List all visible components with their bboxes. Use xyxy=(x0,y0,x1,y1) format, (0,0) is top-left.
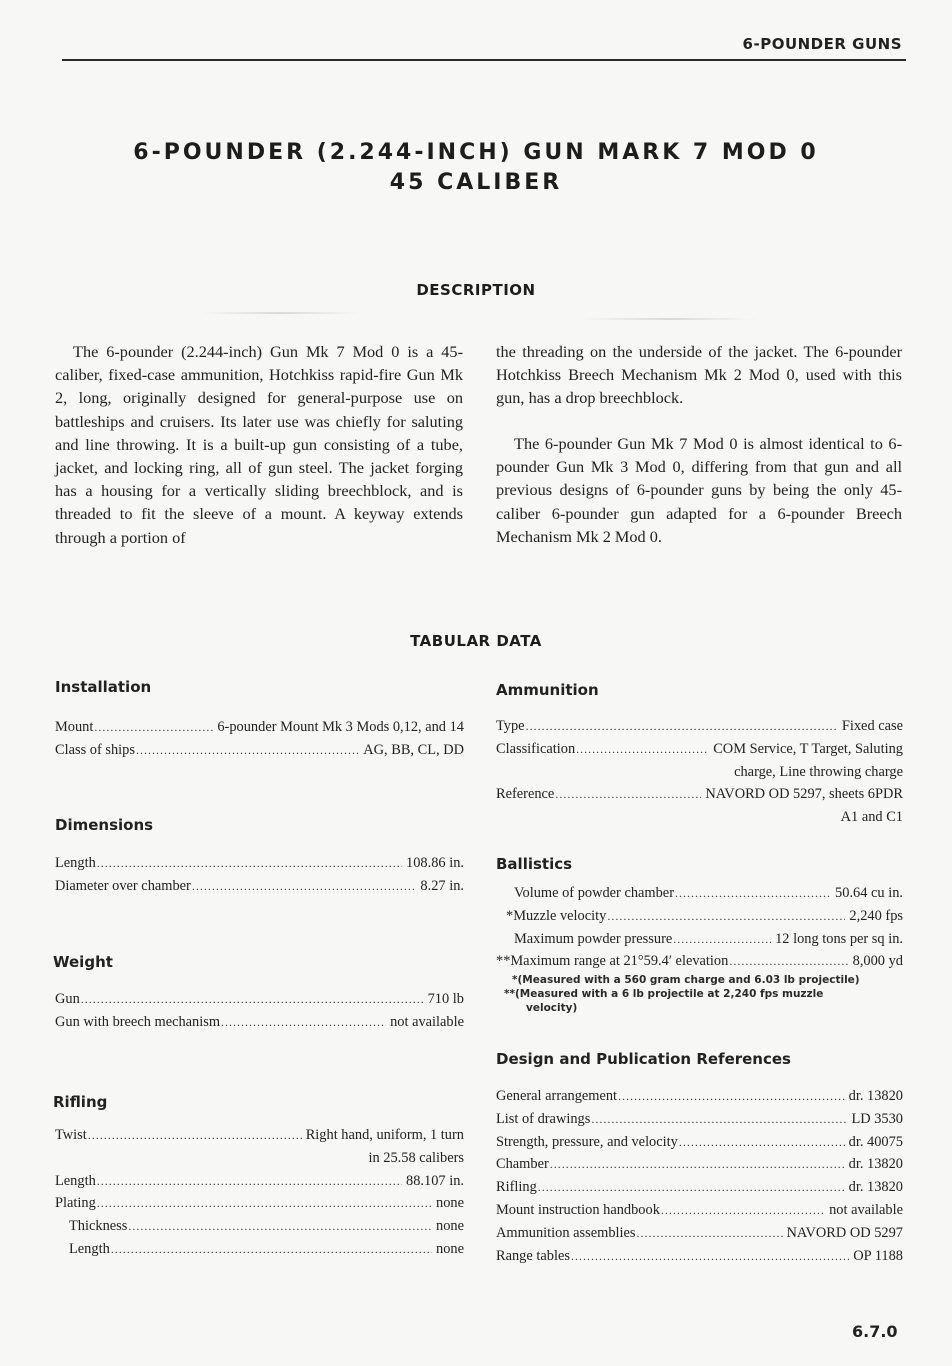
title-line-1: 6-POUNDER (2.244-INCH) GUN MARK 7 MOD 0 xyxy=(133,140,819,165)
leader-dots xyxy=(97,852,402,875)
row-value: none xyxy=(436,1240,464,1257)
table-row xyxy=(496,1085,903,1108)
leader-dots xyxy=(97,1192,432,1215)
row-value-continuation: charge, Line throwing charge xyxy=(734,763,903,780)
leader-dots xyxy=(637,1222,783,1245)
row-value: 12 long tons per sq in. xyxy=(775,930,903,947)
leader-dots xyxy=(550,1153,845,1176)
page-number: 6.7.0 xyxy=(852,1322,898,1341)
weight-table xyxy=(55,988,464,1034)
leader-dots xyxy=(571,1245,849,1268)
table-row xyxy=(55,1011,464,1034)
footnote: velocity) xyxy=(526,1002,578,1015)
table-row xyxy=(496,1108,903,1131)
leader-dots xyxy=(591,1108,847,1131)
table-row xyxy=(55,1124,464,1147)
row-value: 50.64 cu in. xyxy=(835,885,903,901)
leader-dots xyxy=(555,783,701,806)
row-value: dr. 13820 xyxy=(848,1179,903,1196)
row-label: Twist xyxy=(55,1127,87,1143)
leader-dots xyxy=(88,1124,302,1147)
row-value: 8.27 in. xyxy=(420,877,464,894)
row-label: Mount instruction handbook xyxy=(496,1201,660,1218)
row-value: OP 1188 xyxy=(853,1247,903,1264)
leader-dots xyxy=(607,905,845,928)
dimensions-heading: Dimensions xyxy=(55,816,154,834)
leader-dots xyxy=(526,715,838,738)
row-value: not available xyxy=(390,1013,464,1030)
row-label: Range tables xyxy=(496,1247,570,1264)
row-label: *Muzzle velocity xyxy=(506,907,607,924)
row-label: **Maximum range at 21°59.4′ elevation xyxy=(496,953,729,970)
table-row xyxy=(496,1131,903,1154)
page-title xyxy=(0,138,952,198)
footnote: *(Measured with a 560 gram charge and 6.03 lb projectile) xyxy=(512,974,860,987)
table-row xyxy=(496,783,903,806)
row-label: Chamber xyxy=(496,1156,549,1173)
rifling-heading: Rifling xyxy=(53,1093,108,1111)
row-label: List of drawings xyxy=(496,1110,591,1127)
row-label: General arrangement xyxy=(496,1088,618,1104)
row-value: 108.86 in. xyxy=(406,855,464,871)
leader-dots xyxy=(81,988,424,1011)
row-label: Rifling xyxy=(496,1179,537,1196)
row-label: Type xyxy=(496,718,525,734)
table-row xyxy=(496,1222,903,1245)
leader-dots xyxy=(675,882,831,905)
leader-dots xyxy=(97,1170,402,1193)
row-label: Classification xyxy=(496,740,576,757)
scan-smudge xyxy=(580,318,760,320)
scan-smudge xyxy=(200,312,360,314)
description-paragraph-right-2: The 6-pounder Gun Mk 7 Mod 0 is almost identical to 6-pounder Gun Mk 3 Mod 0, differing from that gun and all previous designs of 6-pounder guns by being the only 45-caliber 6-pounder gun adapted for a 6-pounder Breech Mechanism Mk 2 Mod 0. xyxy=(496,434,902,546)
row-label: Length xyxy=(69,1240,110,1257)
row-label: Diameter over chamber xyxy=(55,877,191,894)
table-row xyxy=(55,852,464,875)
row-value: 88.107 in. xyxy=(406,1172,464,1189)
table-row xyxy=(55,1215,464,1238)
table-row xyxy=(55,716,464,739)
table-row xyxy=(496,1153,903,1176)
row-value-continuation: in 25.58 calibers xyxy=(368,1149,464,1166)
leader-dots xyxy=(128,1215,432,1238)
row-value: COM Service, T Target, Saluting xyxy=(713,740,903,757)
table-row xyxy=(496,1199,903,1222)
table-row xyxy=(496,1245,903,1268)
table-row xyxy=(55,875,464,898)
rifling-table xyxy=(55,1124,464,1261)
table-row xyxy=(496,950,903,973)
description-paragraph-right-1: the threading on the underside of the jacket. The 6-pounder Hotchkiss Breech Mechanism Mk 2 Mod 0, used with this gun, has a drop breechblock. xyxy=(496,342,902,408)
row-value: none xyxy=(436,1218,464,1235)
row-value-continuation: A1 and C1 xyxy=(840,809,903,826)
leader-dots xyxy=(111,1238,432,1261)
row-value: 6-pounder Mount Mk 3 Mods 0,12, and 14 xyxy=(217,719,464,735)
row-label: Length xyxy=(55,855,96,871)
leader-dots xyxy=(673,928,771,951)
row-label: Gun with breech mechanism xyxy=(55,1013,221,1030)
leader-dots xyxy=(192,875,417,898)
ammunition-heading: Ammunition xyxy=(496,681,599,699)
row-label: Strength, pressure, and velocity xyxy=(496,1133,678,1150)
row-label: Volume of powder chamber xyxy=(514,885,674,901)
ammunition-table xyxy=(496,715,903,829)
row-value: 8,000 yd xyxy=(852,953,903,970)
row-value: NAVORD OD 5297 xyxy=(786,1224,903,1241)
row-label: Thickness xyxy=(69,1218,128,1235)
row-label: Gun xyxy=(55,991,80,1007)
leader-dots xyxy=(661,1199,825,1222)
installation-table xyxy=(55,716,464,762)
description-heading: DESCRIPTION xyxy=(416,281,536,299)
table-row xyxy=(496,738,903,761)
row-label: Ammunition assemblies xyxy=(496,1224,636,1241)
row-label: Plating xyxy=(55,1195,96,1212)
table-row xyxy=(55,1170,464,1193)
row-label: Length xyxy=(55,1172,96,1189)
table-row xyxy=(55,1238,464,1261)
row-value: dr. 13820 xyxy=(848,1156,903,1173)
row-value: LD 3530 xyxy=(851,1110,903,1127)
table-row xyxy=(496,928,903,951)
row-value: 710 lb xyxy=(427,991,464,1007)
row-value: dr. 40075 xyxy=(848,1133,903,1150)
table-row xyxy=(55,1192,464,1215)
references-heading: Design and Publication References xyxy=(496,1050,791,1068)
table-row xyxy=(496,882,903,905)
table-row xyxy=(496,1176,903,1199)
row-value: 2,240 fps xyxy=(849,907,903,924)
leader-dots xyxy=(221,1011,386,1034)
installation-heading: Installation xyxy=(55,678,152,696)
row-value: NAVORD OD 5297, sheets 6PDR xyxy=(705,786,903,803)
footnote: **(Measured with a 6 lb projectile at 2,240 fps muzzle xyxy=(504,988,824,1001)
row-value: not available xyxy=(829,1201,903,1218)
ballistics-table xyxy=(496,882,903,1015)
table-row xyxy=(496,715,903,738)
ballistics-heading: Ballistics xyxy=(496,855,573,873)
running-head: 6-POUNDER GUNS xyxy=(742,35,902,53)
description-paragraph-left: The 6-pounder (2.244-inch) Gun Mk 7 Mod 0 is a 45-caliber, fixed-case ammunition, Hotchkiss rapid-fire Gun Mk 2, long, originally designed for general-purpose use on battleships and cruisers. Its later use was chiefly for saluting and line throwing. It is a built-up gun consisting of a tube, jacket, and locking ring, all of gun steel. The jacket forging has a housing for a vertically sliding breechblock, and is threaded to fit the sleeve of a mount. A keyway extends through a portion of xyxy=(55,342,463,547)
dimensions-table xyxy=(55,852,464,898)
row-label: Class of ships xyxy=(55,741,135,758)
leader-dots xyxy=(94,716,213,739)
weight-heading: Weight xyxy=(53,953,113,971)
row-value: none xyxy=(436,1195,464,1212)
leader-dots xyxy=(538,1176,845,1199)
row-value: AG, BB, CL, DD xyxy=(363,741,464,758)
row-value: dr. 13820 xyxy=(848,1088,903,1104)
row-value: Fixed case xyxy=(841,718,903,734)
references-table xyxy=(496,1085,903,1267)
leader-dots xyxy=(679,1131,845,1154)
row-label: Mount xyxy=(55,719,94,735)
table-row xyxy=(55,988,464,1011)
row-value: Right hand, uniform, 1 turn xyxy=(305,1127,464,1143)
leader-dots xyxy=(729,950,848,973)
header-rule xyxy=(62,59,906,61)
leader-dots xyxy=(576,738,709,761)
row-label: Maximum powder pressure xyxy=(514,930,673,947)
row-label: Reference xyxy=(496,786,555,803)
tabular-data-heading: TABULAR DATA xyxy=(410,632,542,650)
leader-dots xyxy=(136,739,359,762)
leader-dots xyxy=(618,1085,845,1108)
table-row xyxy=(55,739,464,762)
title-line-2: 45 CALIBER xyxy=(389,170,563,195)
table-row xyxy=(496,905,903,928)
